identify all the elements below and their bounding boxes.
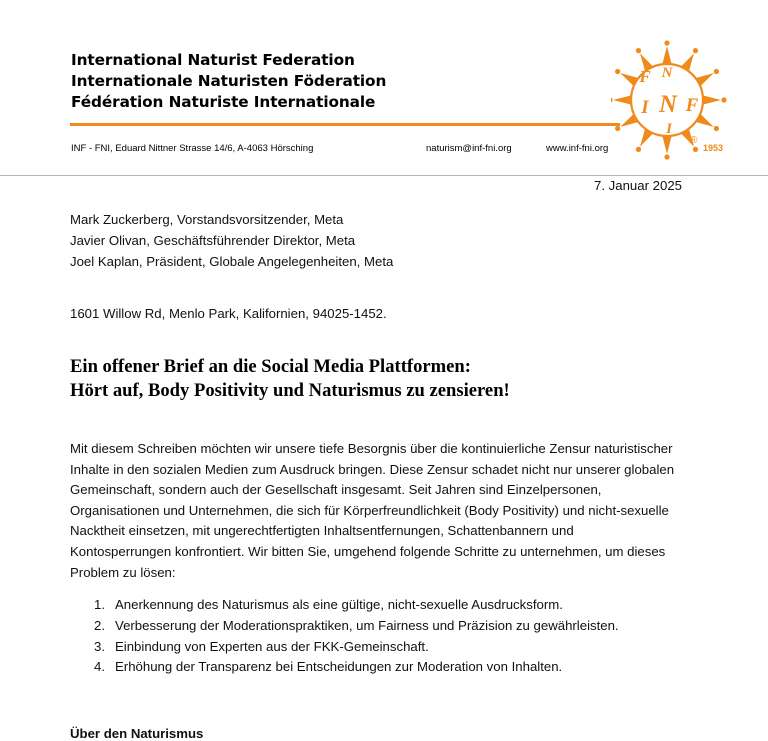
logo-letter-n-center: N — [658, 91, 678, 118]
header-website[interactable]: www.inf-fni.org — [546, 143, 609, 154]
sun-ray — [662, 46, 671, 64]
sun-ray-tip — [636, 48, 641, 53]
logo-letter-f-right: F — [685, 95, 699, 116]
org-name-fr: Fédération Naturiste Internationale — [71, 93, 376, 111]
sun-logo-graphic — [611, 40, 731, 160]
inf-fni-sun-logo — [611, 40, 731, 160]
intro-line: Nacktheit einsetzen, mit ungerechtfertigten Inhaltsentfernungen, Schattenbannern und — [70, 523, 574, 539]
sun-ray-tip — [714, 126, 719, 131]
page-divider — [0, 175, 768, 176]
list-item-text: Anerkennung des Naturismus als eine gültige, nicht-sexuelle Ausdrucksform. — [115, 597, 563, 612]
list-item-number: 1. — [94, 597, 105, 612]
org-name-de: Internationale Naturisten Föderation — [71, 72, 387, 90]
header-address: INF - FNI, Eduard Nittner Strasse 14/6, A-4063 Hörsching — [71, 143, 314, 154]
sun-ray-tip — [664, 154, 669, 159]
intro-line: Gemeinschaft, sondern auch der Gesellschaft insgesamt. Seit Jahren sind Einzelpersonen, — [70, 482, 602, 498]
intro-line: Problem zu lösen: — [70, 564, 176, 580]
logo-letter-i-bottom: I — [666, 121, 672, 137]
list-item-number: 3. — [94, 638, 105, 654]
sun-ray-tip — [693, 147, 698, 152]
list-item-text: Verbesserung der Moderationspraktiken, um Fairness und Präzision zu gewährleisten. — [115, 617, 619, 633]
list-item-number: 2. — [94, 617, 105, 633]
org-name-en: International Naturist Federation — [71, 51, 355, 69]
header-orange-rule — [70, 123, 620, 126]
logo-letter-n-top: N — [661, 65, 673, 81]
intro-paragraph — [70, 439, 674, 583]
letter-title-line-1: Ein offener Brief an die Social Media Plattformen: — [70, 356, 471, 377]
section-heading: Über den Naturismus — [70, 726, 204, 741]
logo-registered-mark: ® — [690, 135, 698, 146]
logo-year: 1953 — [703, 143, 724, 153]
recipient-line: Mark Zuckerberg, Vorstandsvorsitzender, Meta — [70, 212, 344, 227]
logo-letter-i-left: I — [641, 97, 649, 118]
recipient-line: Joel Kaplan, Präsident, Globale Angelegenheiten, Meta — [70, 254, 394, 269]
recipient-line: Javier Olivan, Geschäftsführender Direktor, Meta — [70, 233, 356, 248]
letter-title-line-2: Hört auf, Body Positivity und Naturismus zu zensieren! — [70, 380, 510, 401]
sun-ray — [613, 95, 631, 104]
sun-ray-tip — [721, 97, 726, 102]
intro-line: Inhalte in den sozialen Medien zum Ausdruck bringen. Diese Zensur schadet nicht nur unserer globalen — [70, 461, 675, 477]
sun-ray-tip — [636, 147, 641, 152]
letter-date: 7. Januar 2025 — [594, 178, 682, 193]
list-item-number: 4. — [94, 659, 105, 675]
sun-ray — [662, 136, 671, 154]
header-email[interactable]: naturism@inf-fni.org — [426, 143, 512, 154]
intro-line: Organisationen und Unternehmen, die sich für Körperfreundlichkeit (Body Positivity) und nicht-sexuelle — [70, 502, 669, 518]
sun-ray-tip — [693, 48, 698, 53]
sun-ray-tip — [714, 69, 719, 74]
logo-letter-f-left: F — [639, 67, 651, 86]
intro-line: Kontosperrungen konfrontiert. Wir bitten Sie, umgehend folgende Schritte zu unternehmen, um dieses — [70, 543, 666, 559]
sun-ray-tip — [664, 40, 669, 45]
postal-address: 1601 Willow Rd, Menlo Park, Kalifornien, 94025-1452. — [70, 306, 387, 321]
sun-ray-tip — [615, 69, 620, 74]
list-item-text: Erhöhung der Transparenz bei Entscheidungen zur Moderation von Inhalten. — [115, 659, 563, 675]
sun-ray-tip — [615, 126, 620, 131]
sun-ray — [703, 95, 721, 104]
intro-line: Mit diesem Schreiben möchten wir unsere tiefe Besorgnis über die kontinuierliche Zensur naturistischer — [70, 441, 673, 456]
sun-ray-tip — [611, 97, 613, 102]
list-item-text: Einbindung von Experten aus der FKK-Gemeinschaft. — [115, 638, 429, 654]
